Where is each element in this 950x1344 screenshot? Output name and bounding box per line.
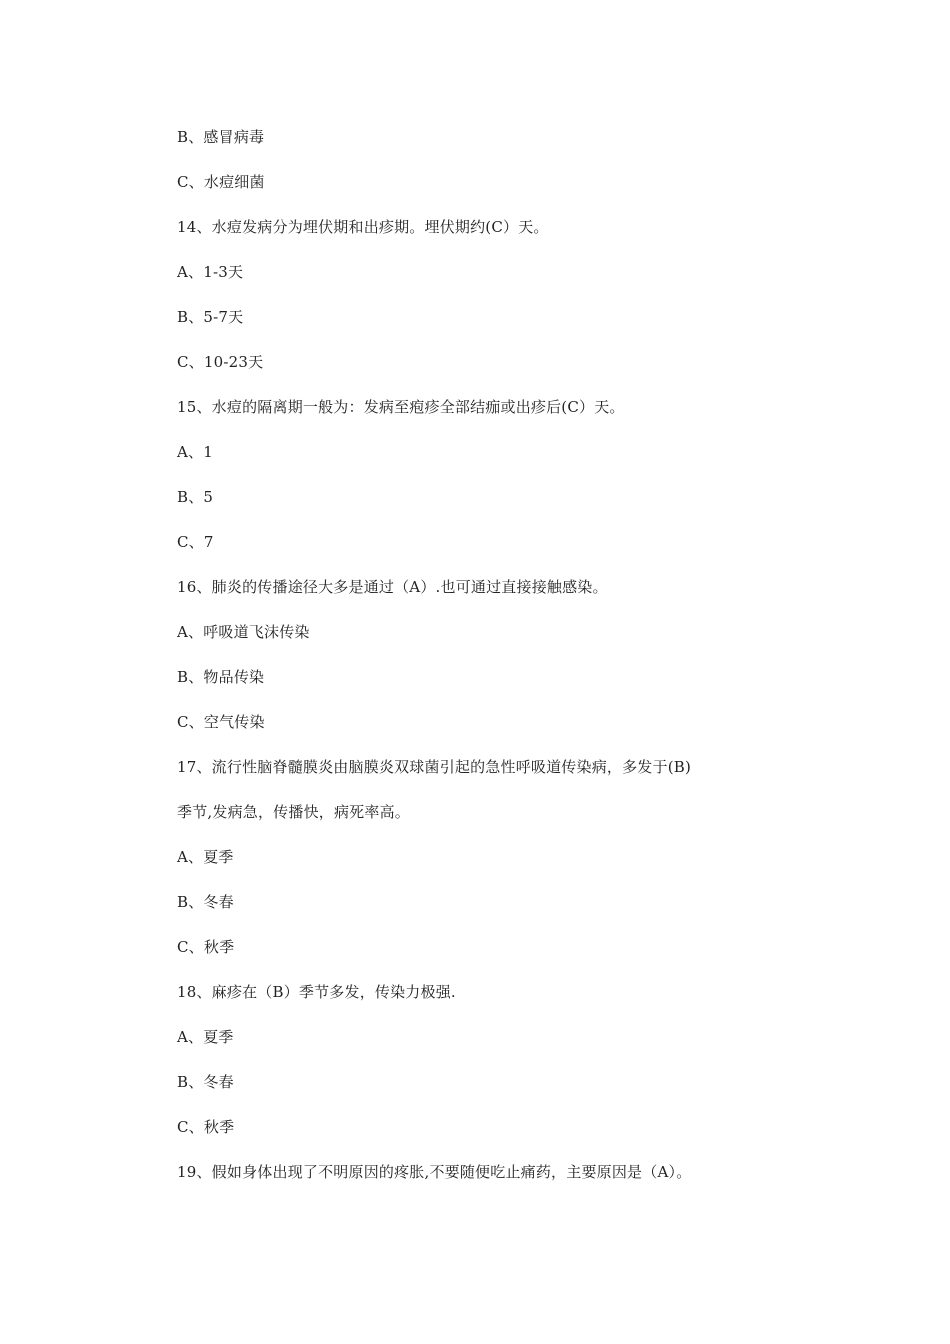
option-line: C、10-23天: [177, 353, 264, 371]
option-line: B、冬春: [177, 893, 234, 911]
option-line: B、5-7天: [177, 308, 244, 326]
question-line: 19、假如身体出现了不明原因的疼胀,不要随便吃止痛药，主要原因是（A）。: [177, 1163, 692, 1181]
question-line: 15、水痘的隔离期一般为：发病至疱疹全部结痂或出疹后(C）天。: [177, 398, 625, 416]
option-line: C、7: [177, 533, 214, 551]
option-line: B、物品传染: [177, 668, 265, 686]
option-line: C、秋季: [177, 938, 235, 956]
question-line-continuation: 季节,发病急，传播快，病死率高。: [177, 803, 410, 821]
option-line: B、冬春: [177, 1073, 234, 1091]
option-line: A、1-3天: [177, 263, 244, 281]
option-line: A、夏季: [177, 848, 234, 866]
option-line: C、空气传染: [177, 713, 265, 731]
question-line: 18、麻疹在（B）季节多发，传染力极强.: [177, 983, 456, 1001]
option-line: B、5: [177, 488, 214, 506]
option-line: C、秋季: [177, 1118, 235, 1136]
option-line: C、水痘细菌: [177, 173, 265, 191]
option-line: A、呼吸道飞沫传染: [177, 623, 310, 641]
option-line: A、夏季: [177, 1028, 234, 1046]
option-line: A、1: [177, 443, 213, 461]
question-line: 14、水痘发病分为埋伏期和出疹期。埋伏期约(C）天。: [177, 218, 549, 236]
question-line: 17、流行性脑脊髓膜炎由脑膜炎双球菌引起的急性呼吸道传染病，多发于(B): [177, 758, 692, 776]
option-line: B、感冒病毒: [177, 128, 265, 146]
question-line: 16、肺炎的传播途径大多是通过（A）.也可通过直接接触感染。: [177, 578, 608, 596]
